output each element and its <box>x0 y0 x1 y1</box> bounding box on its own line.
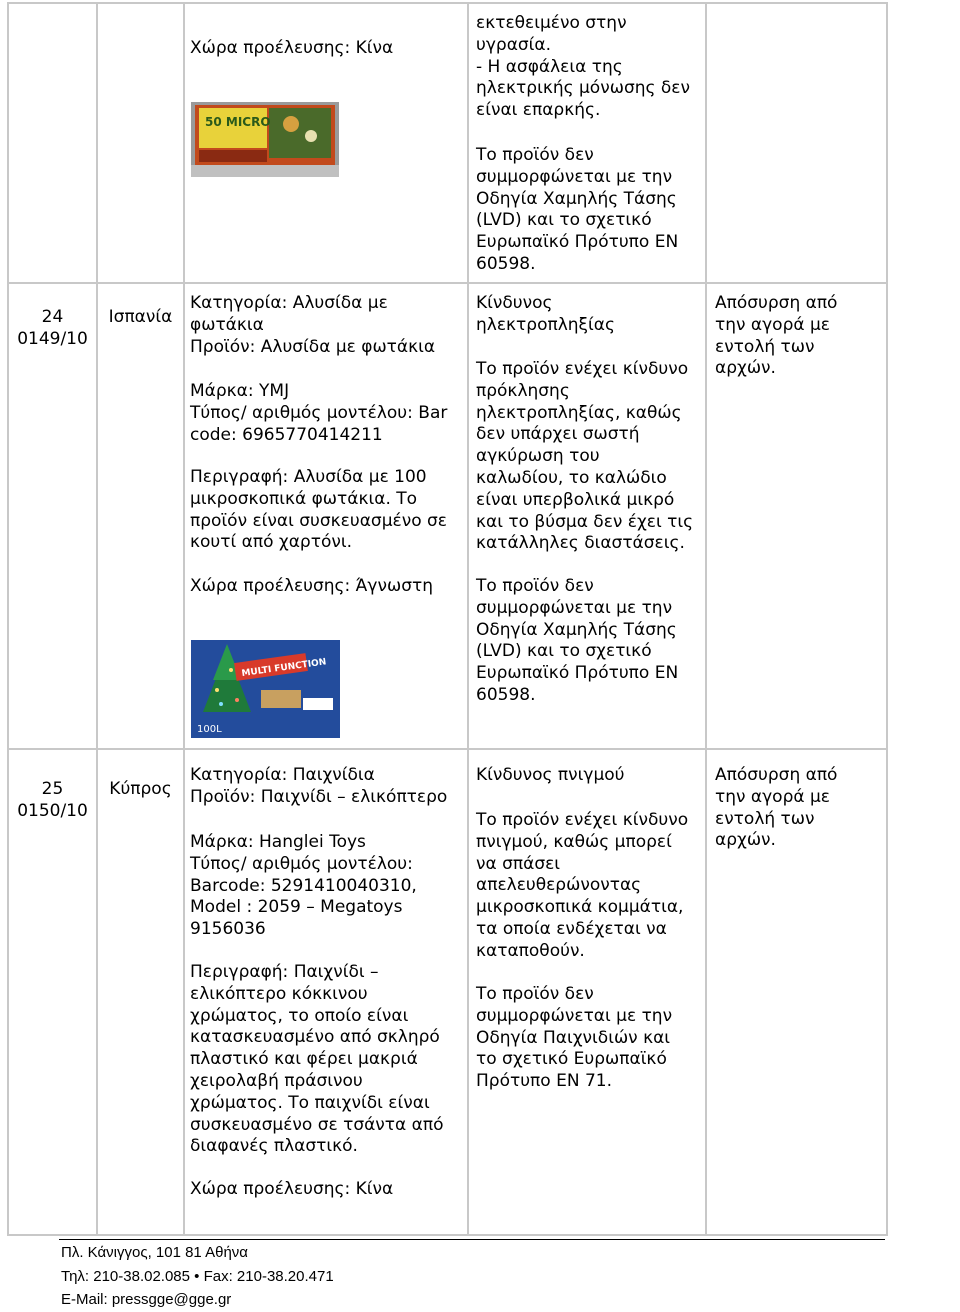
row-2-compliance-text: Το προϊόν δεν συμμορφώνεται με την Οδηγία Χαμηλής Τάσης (LVD) και το σχετικό Ευρωπαϊκό Πρότυπο EN 60598. <box>476 576 679 705</box>
footer-divider <box>59 1239 885 1240</box>
row-3-hazard-title: Κίνδυνος πνιγμού <box>476 765 625 785</box>
light-chain-box-image <box>191 102 339 177</box>
footer-address: Πλ. Κάνιγγος, 101 81 Αθήνα <box>61 1244 248 1261</box>
row-1-measures-cell <box>706 3 887 283</box>
row-2-country-cell <box>97 283 184 749</box>
row-2-country: Ισπανία <box>108 307 173 327</box>
notifications-table <box>7 2 888 1236</box>
row-2-hazard-description: Το προϊόν ενέχει κίνδυνο πρόκλησης ηλεκτροπληξίας, καθώς δεν υπάρχει σωστή αγκύρωση του καλωδίου, το καλώδιο είναι υπερβολικά μικρό και το βύσμα δεν έχει τις κατάλληλες διαστάσεις. <box>476 359 694 554</box>
photo2-title: MULTI FUNCTION <box>241 657 327 680</box>
row-3-hazard-description: Το προϊόν ενέχει κίνδυνο πνιγμού, καθώς μπορεί να σπάσει απελευθερώνοντας μικροσκοπικά κομμάτια, τα οποία ενδέχεται να καταποθούν. <box>476 810 689 961</box>
product-photo-multi-function <box>191 640 340 738</box>
row-1-compliance-text: Το προϊόν δεν συμμορφώνεται με την Οδηγία Χαμηλής Τάσης (LVD) και το σχετικό Ευρωπαϊκό Πρότυπο EN 60598. <box>476 145 679 274</box>
row-3-hazard-cell <box>468 749 706 1235</box>
row-3-product-cell <box>184 749 468 1235</box>
footer-email[interactable]: E-Mail: pressgge@gge.gr <box>61 1291 232 1308</box>
row-2-number-cell <box>8 283 97 749</box>
row-1-hazard-continuation: εκτεθειμένο στην υγρασία. - Η ασφάλεια της ηλεκτρικής μόνωσης δεν είναι επαρκής. <box>476 13 690 121</box>
row-2-measures: Απόσυρση από την αγορά με εντολή των αρχών. <box>715 293 838 379</box>
row-2-description: Περιγραφή: Αλυσίδα με 100 μικροσκοπικά φωτάκια. Το προϊόν είναι συσκευασμένο σε κουτί από χαρτόνι. <box>190 467 447 553</box>
row-3-code: 0150/10 <box>17 800 88 821</box>
row-2-brand-model: Μάρκα: YMJ Τύπος/ αριθμός μοντέλου: Bar code: 6965770414211 <box>190 381 448 445</box>
row-3-origin: Χώρα προέλευσης: Κίνα <box>190 1179 394 1199</box>
row-2-product-cell <box>184 283 468 749</box>
row-3-measures-cell <box>706 749 887 1235</box>
row-2-origin: Χώρα προέλευσης: Άγνωστη <box>190 576 433 596</box>
row-3-description: Περιγραφή: Παιχνίδι – ελικόπτερο κόκκινου χρώματος, το οποίο είναι κατασκευασμένο από σκληρό πλαστικό και φέρει μακριά χειρολαβή πράσινου χρώματος. Το παιχνίδι είναι συσκευασμένο σε τσάντα από διαφανές πλαστικό. <box>190 962 444 1157</box>
row-2-number: 24 <box>41 307 64 327</box>
photo2-label: 100L <box>197 724 222 735</box>
row-2-hazard-title: Κίνδυνος ηλεκτροπληξίας <box>476 293 615 335</box>
row-2-code: 0149/10 <box>17 328 88 349</box>
row-3-compliance-text: Το προϊόν δεν συμμορφώνεται με την Οδηγία Παιχνιδιών και το σχετικό Ευρωπαϊκό Πρότυπο EN 71. <box>476 984 673 1092</box>
row-3-brand-model: Μάρκα: Hanglei Toys Τύπος/ αριθμός μοντέλου: Barcode: 5291410040310, Model : 2059 – Megatoys 9156036 <box>190 832 417 940</box>
product-photo-light-chain <box>191 102 339 177</box>
row-3-measures: Απόσυρση από την αγορά με εντολή των αρχών. <box>715 765 838 851</box>
row-2-measures-cell <box>706 283 887 749</box>
row-2-hazard-cell <box>468 283 706 749</box>
row-3-number: 25 <box>41 779 64 799</box>
row-2-category: Κατηγορία: Αλυσίδα με φωτάκια Προϊόν: Αλυσίδα με φωτάκια <box>190 293 436 357</box>
multi-function-box-image <box>191 640 340 738</box>
photo1-brand-text: 50 MICRO <box>205 115 271 129</box>
row-1-hazard-cell <box>468 3 706 283</box>
row-1-number-cell <box>8 3 97 283</box>
row-1-origin: Χώρα προέλευσης: Κίνα <box>190 38 394 58</box>
row-3-number-cell <box>8 749 97 1235</box>
row-3-category: Κατηγορία: Παιχνίδια Προϊόν: Παιχνίδι – ελικόπτερο <box>190 765 448 807</box>
row-1-product-cell <box>184 3 468 283</box>
footer-phone-fax: Τηλ: 210-38.02.085 • Fax: 210-38.20.471 <box>61 1268 334 1285</box>
row-3-country: Κύπρος <box>109 779 172 799</box>
row-1-country-cell <box>97 3 184 283</box>
row-3-country-cell <box>97 749 184 1235</box>
